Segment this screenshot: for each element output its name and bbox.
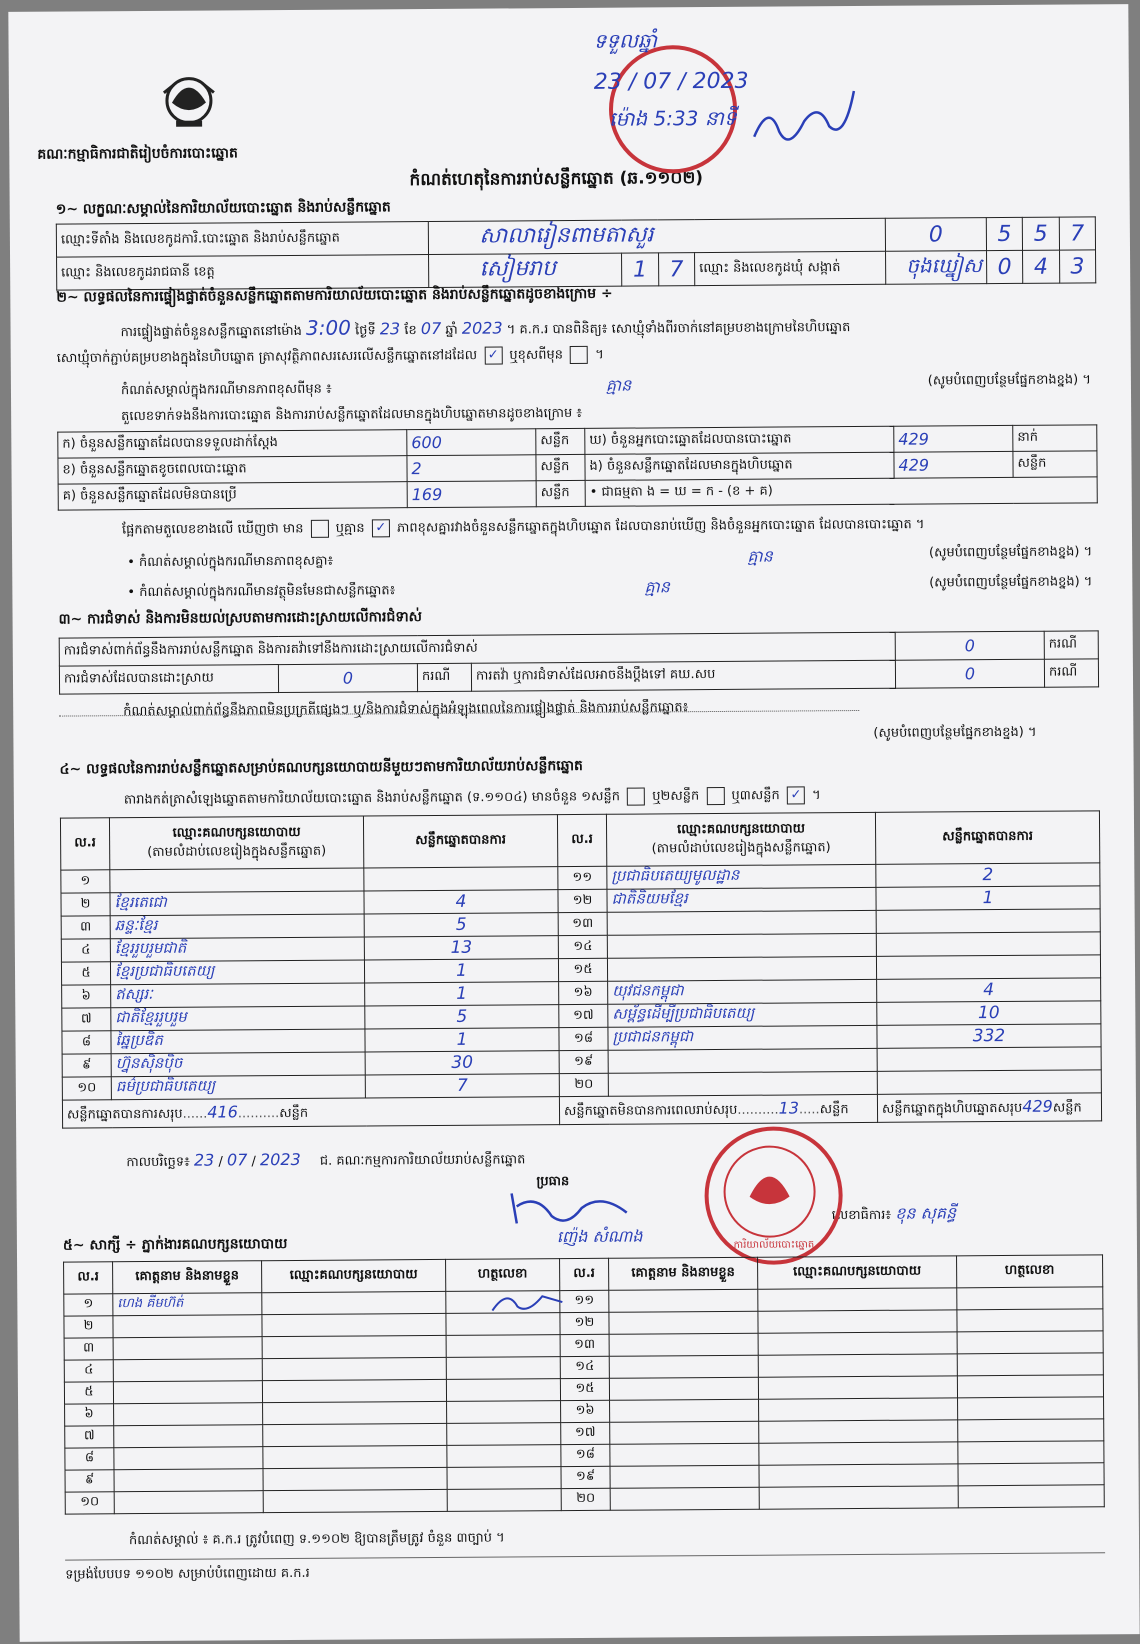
s2-compare-c: ភាពខុសគ្នារវាងចំនួនសន្លឹកឆ្នោតក្នុងហិបឆ្នោត ដែលបានរាប់ឃើញ និងចំនួនអ្នកបោះឆ្នោត ដែលបានបោះឆ្នោត ។ bbox=[396, 517, 925, 536]
date-month: 07 bbox=[226, 1150, 248, 1170]
s2-time: 3:00 bbox=[305, 315, 351, 340]
witness-no: ៩ bbox=[65, 1470, 114, 1492]
witness-sign bbox=[957, 1375, 1103, 1398]
witness-sign bbox=[446, 1335, 560, 1358]
witness-name bbox=[113, 1359, 262, 1382]
witness-sign bbox=[957, 1353, 1103, 1376]
witness-sign bbox=[447, 1401, 561, 1424]
result-party bbox=[607, 956, 876, 981]
count-kha-label: ខ) ចំនួនសន្លឹកឆ្នោតខូចពេលបោះឆ្នោត bbox=[58, 456, 407, 484]
result-no: ១៩ bbox=[559, 1050, 608, 1073]
s3-r2b-value: 0 bbox=[895, 659, 1044, 688]
s4-intro: តារាងកត់ត្រាសំឡេងឆ្នោតតាមការិយាល័យបោះឆ្នោត និងរាប់សន្លឹកឆ្នោត (ទ.១១០៤) មានចំនួន ១សន្លឹក ឬ២សន្លឹក ឬ៣សន្លឹក ✓ ។ bbox=[123, 787, 821, 808]
witness-party bbox=[759, 1486, 958, 1509]
s2-bullet2-label: • កំណត់សម្គាល់ក្នុងករណីមានវត្ថុមិនមែនជាសន្លឹកឆ្នោត៖ bbox=[127, 583, 396, 601]
witness-no: ៨ bbox=[65, 1448, 114, 1470]
witness-sign bbox=[447, 1489, 561, 1512]
count-kho-unit: នាក់ bbox=[1013, 425, 1097, 452]
witness-party bbox=[262, 1335, 446, 1358]
official-seal bbox=[704, 1126, 843, 1265]
witness-sign bbox=[447, 1445, 561, 1468]
result-party: ឆ្នៃប្រឌិត bbox=[111, 1029, 365, 1054]
code-digit: 5 bbox=[1022, 217, 1059, 250]
code-digit: 0 bbox=[885, 218, 986, 252]
witness-party bbox=[759, 1420, 958, 1443]
three-sheet-checkbox[interactable]: ✓ bbox=[787, 786, 805, 804]
chair-signature bbox=[507, 1188, 637, 1229]
count-ko-label: គ) ចំនួនសន្លឹកឆ្នោតដែលមិនបានប្រើ bbox=[58, 482, 407, 510]
result-votes: 1 bbox=[365, 1028, 559, 1052]
witness-no: ១ bbox=[64, 1294, 113, 1316]
witness-name bbox=[113, 1315, 262, 1338]
witness-party bbox=[758, 1332, 957, 1355]
count-ngo-value: 429 bbox=[894, 451, 1013, 478]
has-diff-checkbox[interactable] bbox=[311, 520, 329, 538]
result-party: ខ្មែរប្រជាធិបតេយ្យ bbox=[110, 960, 364, 985]
document-sheet bbox=[8, 4, 1139, 1642]
s2-line1-b: ថ្ងៃទី bbox=[355, 323, 376, 339]
result-votes: 1 bbox=[876, 886, 1100, 911]
count-unit: សន្លឹក bbox=[1013, 451, 1097, 478]
s2-line2: សោឃ្មុំចាក់ភ្ជាប់គម្របខាងក្នុងនៃហិបឆ្នោត ត្រាសុវត្ថិភាពសរសេរលើសន្លឹកឆ្នោតនៅដដែល ✓ ឬខុសពីមុន ។ bbox=[56, 347, 604, 367]
witness-party bbox=[262, 1313, 446, 1336]
witness-sign bbox=[446, 1357, 560, 1380]
count-kha-value: 2 bbox=[407, 455, 536, 482]
witness-no: ១៤ bbox=[560, 1356, 609, 1378]
seal-text: ការិយាល័យបោះឆ្នោត bbox=[733, 1239, 815, 1251]
s2-compare bbox=[122, 516, 925, 540]
unit: សន្លឹក bbox=[279, 1105, 309, 1121]
col-no: ល.រ bbox=[60, 818, 109, 870]
result-votes: 1 bbox=[365, 982, 559, 1006]
s2-bullet2-suffix: (សូមបំពេញបន្ថែមផ្នែកខាងខ្នង) ។ bbox=[929, 574, 1093, 591]
total-invalid: សន្លឹកឆ្នោតមិនបានការពេលរាប់សរុប..........13.....សន្លឹក bbox=[559, 1094, 877, 1124]
witness-no: ២ bbox=[64, 1316, 113, 1338]
result-votes bbox=[877, 1047, 1101, 1072]
s2-line1-d: ឆ្នាំ bbox=[445, 322, 458, 338]
witness-party bbox=[262, 1357, 446, 1380]
s2-line1-a: ការផ្ទៀងផ្ទាត់ចំនួនសន្លឹកឆ្នោតនៅម៉ោង bbox=[120, 323, 302, 341]
count-ngo-label: ង) ចំនួនសន្លឹកឆ្នោតដែលមានក្នុងហិបឆ្នោត bbox=[585, 452, 894, 480]
col-votes: សន្លឹកឆ្នោតបានការ bbox=[875, 811, 1099, 865]
s2-line2-text: សោឃ្មុំចាក់ភ្ជាប់គម្របខាងក្នុងនៃហិបឆ្នោត ត្រាសុវត្ថិភាពសរសេរលើសន្លឹកឆ្នោតនៅដដែល bbox=[56, 348, 478, 367]
total-invalid-value: 13 bbox=[778, 1097, 800, 1118]
result-votes bbox=[876, 932, 1100, 957]
witness-no: ៤ bbox=[64, 1360, 113, 1382]
s2-bullet2-value: គ្មាន bbox=[644, 577, 670, 597]
witness-no: ១៧ bbox=[561, 1422, 610, 1444]
s1-row2-mid-value: ចុងឃ្នៀស bbox=[886, 251, 987, 285]
total-valid-value: 416 bbox=[207, 1101, 238, 1122]
total-box bbox=[877, 1093, 1101, 1123]
s2-bullet1 bbox=[127, 544, 1092, 570]
s5-note: កំណត់សម្គាល់ ៖ គ.ក.រ ត្រូវបំពេញ ទ.១១០២ ឱ្យបានត្រឹមត្រូវ ចំនួន ៣ច្បាប់ ។ bbox=[128, 1530, 505, 1549]
result-no: ១១ bbox=[558, 866, 607, 889]
s1-row1-value: សាលារៀនពាមតាសួរ bbox=[429, 218, 886, 254]
total-valid-label: សន្លឹកឆ្នោតបានការសរុប bbox=[66, 1106, 183, 1123]
result-no: ១៨ bbox=[559, 1027, 608, 1050]
witness-sign bbox=[957, 1331, 1103, 1354]
no-diff-checkbox[interactable]: ✓ bbox=[372, 519, 390, 537]
witness-no: ១០ bbox=[65, 1492, 114, 1514]
result-no: ៨ bbox=[62, 1031, 111, 1054]
result-party: ឆន្ទៈខ្មែរ bbox=[110, 914, 364, 939]
s3-r1-value: 0 bbox=[895, 631, 1044, 660]
result-votes bbox=[364, 867, 558, 891]
result-no: ៩ bbox=[62, 1054, 111, 1077]
s2-bullet1-label: • កំណត់សម្គាល់ក្នុងករណីមានភាពខុសគ្នា៖ bbox=[127, 553, 334, 571]
witness-name bbox=[609, 1355, 758, 1378]
s2-line1-e: ។ គ.ក.រ បានពិនិត្យ៖ សោឃ្មុំទាំងពីរចាក់នៅគម្របខាងក្រោមនៃហិបឆ្នោត bbox=[506, 320, 851, 338]
witness-no: ១៣ bbox=[560, 1334, 609, 1356]
s1-table bbox=[56, 216, 1096, 290]
s3-note: កំណត់សម្គាល់ពាក់ព័ន្ធនឹងភាពមិនប្រក្រតីផ្សេងៗ ឬ/និងការជំទាស់ក្នុងអំឡុងពេលនៃការផ្ទៀងផ្ទាត់ និងការរាប់សន្លឹកឆ្នោត៖ bbox=[123, 700, 689, 720]
code-digit: 3 bbox=[1059, 250, 1096, 283]
witness-no: ១២ bbox=[560, 1312, 609, 1334]
witness-name bbox=[114, 1425, 263, 1448]
count-formula: • ជាធម្មតា ង = ឃ = ក - (ខ + គ) bbox=[585, 477, 1097, 507]
witness-name bbox=[114, 1403, 263, 1426]
witness-sign bbox=[957, 1287, 1103, 1310]
witness-name bbox=[113, 1381, 262, 1404]
witness-sign bbox=[446, 1313, 560, 1336]
code-digit: 7 bbox=[1059, 217, 1096, 250]
unit: សន្លឹក bbox=[819, 1101, 849, 1117]
result-votes: 4 bbox=[877, 978, 1101, 1003]
result-votes: 1 bbox=[364, 959, 558, 983]
count-ko-value: 169 bbox=[407, 481, 536, 508]
witness-no: ១៩ bbox=[561, 1466, 610, 1488]
col-party-title: ឈ្មោះគណបក្សនយោបាយ bbox=[172, 824, 301, 841]
secretary-label: លេខាធិការ៖ bbox=[831, 1207, 892, 1224]
witness-name bbox=[609, 1289, 758, 1312]
witness-party bbox=[758, 1288, 957, 1311]
result-no: ២ bbox=[61, 893, 110, 916]
s2-line1-c: ខែ bbox=[404, 323, 417, 339]
result-party bbox=[607, 910, 876, 935]
footer-text: ទម្រង់បែបបទ ១១០២ សម្រាប់បំពេញដោយ គ.ក.រ bbox=[65, 1565, 310, 1583]
col-party: ឈ្មោះគណបក្សនយោបាយ bbox=[262, 1259, 446, 1292]
s4-date: កាលបរិច្ឆេទ៖ 23 / 07 / 2023 ជ. គណៈកម្មការការិយាល័យរាប់សន្លឹកឆ្នោត bbox=[126, 1149, 526, 1171]
witness-party bbox=[759, 1464, 958, 1487]
witness-signature bbox=[487, 1288, 567, 1315]
s1-row2-mid-label: ឈ្មោះ និងលេខកូដឃុំ សង្កាត់ bbox=[695, 251, 886, 285]
result-votes: 7 bbox=[365, 1074, 559, 1098]
witness-party bbox=[263, 1423, 447, 1446]
result-no: ១៤ bbox=[558, 935, 607, 958]
witness-name bbox=[610, 1421, 759, 1444]
result-party: ប្រជាជនកម្ពុជា bbox=[608, 1025, 877, 1050]
result-party bbox=[608, 1071, 877, 1096]
col-party-sub: (តាមលំដាប់លេខរៀងក្នុងសន្លឹកឆ្នោត) bbox=[147, 843, 327, 860]
result-no: ១ bbox=[61, 870, 110, 893]
emblem-icon bbox=[154, 62, 224, 132]
s2-bullet1-suffix: (សូមបំពេញបន្ថែមផ្នែកខាងខ្នង) ។ bbox=[928, 544, 1093, 561]
witness-party bbox=[263, 1489, 447, 1512]
s2-note-value: គ្មាន bbox=[605, 375, 632, 395]
col-name: គោត្តនាម និងនាមខ្លួន bbox=[609, 1257, 758, 1290]
total-valid: សន្លឹកឆ្នោតបានការសរុប......416..........សន្លឹក bbox=[62, 1097, 559, 1128]
s4-intro-text: តារាងកត់ត្រាសំឡេងឆ្នោតតាមការិយាល័យបោះឆ្នោត និងរាប់សន្លឹកឆ្នោត (ទ.១១០៤) មានចំនួន ១សន្លឹក bbox=[123, 789, 621, 808]
witness-party bbox=[262, 1379, 446, 1402]
witness-name bbox=[113, 1337, 262, 1360]
count-ka-label: ក) ចំនួនសន្លឹកឆ្នោតដែលបានទទួលដាក់ស្តែង bbox=[58, 430, 407, 458]
result-no: ៦ bbox=[62, 985, 111, 1008]
result-votes: 4 bbox=[364, 890, 558, 914]
s2-heading: ២~ លទ្ធផលនៃការផ្ទៀងផ្ទាត់ចំនួនសន្លឹកឆ្នោតតាមការិយាល័យបោះឆ្នោត និងរាប់សន្លឹកឆ្នោតដូចខាងក្រោម ÷ bbox=[56, 285, 613, 306]
result-votes: 332 bbox=[877, 1024, 1101, 1049]
s3-r2-label: ការជំទាស់ដែលបានដោះស្រាយ bbox=[59, 665, 278, 695]
result-no: ១៣ bbox=[558, 912, 607, 935]
committee-label: ជ. គណៈកម្មការការិយាល័យរាប់សន្លឹកឆ្នោត bbox=[319, 1152, 526, 1169]
witness-sign bbox=[958, 1397, 1104, 1420]
col-no: ល.រ bbox=[64, 1262, 113, 1294]
result-party: ឥស្សរៈ bbox=[111, 983, 365, 1008]
s2-compare-b: ឬគ្មាន bbox=[335, 520, 365, 537]
witness-party bbox=[759, 1398, 958, 1421]
date-year: 2023 bbox=[259, 1149, 301, 1170]
result-no: ១៧ bbox=[559, 1004, 608, 1027]
s2-compare-a: ផ្អែកតាមតួលេខខាងលើ ឃើញថា មាន bbox=[121, 521, 304, 538]
s2-note-suffix: (សូមបំពេញបន្ថែមផ្នែកខាងខ្នង) ។ bbox=[927, 372, 1091, 389]
s2-counts-intro: តួលេខទាក់ទងនឹងការបោះឆ្នោត និងការរាប់សន្លឹកឆ្នោតដែលមានក្នុងហិបឆ្នោតមានដូចខាងក្រោម ៖ bbox=[121, 405, 583, 425]
s2-bullet2 bbox=[127, 574, 1092, 600]
result-party: យុវជនកម្ពុជា bbox=[608, 979, 877, 1004]
col-sign: ហត្ថលេខា bbox=[446, 1259, 560, 1292]
col-votes: សន្លឹកឆ្នោតបានការ bbox=[363, 815, 557, 868]
result-no: ៧ bbox=[62, 1008, 111, 1031]
date-day: 23 bbox=[193, 1150, 215, 1170]
witness-name bbox=[609, 1311, 758, 1334]
committee-name: គណៈកម្មាធិការជាតិរៀបចំការបោះឆ្នោត bbox=[37, 145, 238, 163]
s1-row2-label: ឈ្មោះ និងលេខកូដរាជធានី ខេត្ត bbox=[57, 254, 430, 290]
count-unit: សន្លឹក bbox=[536, 428, 585, 454]
code-digit: 7 bbox=[658, 253, 695, 286]
witness-party bbox=[263, 1445, 447, 1468]
s4-heading: ៤~ លទ្ធផលនៃការរាប់សន្លឹកឆ្នោតសម្រាប់គណបក្សនយោបាយនីមួយៗតាមការិយាល័យរាប់សន្លឹកឆ្នោត bbox=[59, 757, 583, 778]
code-digit: 0 bbox=[986, 250, 1023, 283]
witness-name bbox=[610, 1465, 759, 1488]
witness-party bbox=[758, 1376, 957, 1399]
witness-no: ៥ bbox=[64, 1382, 113, 1404]
witness-no: ២០ bbox=[561, 1488, 610, 1510]
witness-sign bbox=[958, 1419, 1104, 1442]
count-kho-label: ឃ) ចំនួនអ្នកបោះឆ្នោតដែលបានបោះឆ្នោត bbox=[585, 426, 894, 454]
result-no: ១២ bbox=[558, 889, 607, 912]
witness-no: ៦ bbox=[65, 1404, 114, 1426]
results-table bbox=[60, 810, 1102, 1128]
witness-party bbox=[758, 1310, 957, 1333]
secretary bbox=[832, 1203, 957, 1223]
result-no: ១៦ bbox=[559, 981, 608, 1004]
witness-name bbox=[610, 1487, 759, 1510]
s3-r1-label: ការជំទាស់ពាក់ព័ន្ធនឹងការរាប់សន្លឹកឆ្នោត និងការតវ៉ាទៅនឹងការដោះស្រាយលើការជំទាស់ bbox=[59, 632, 895, 666]
different-checkbox[interactable] bbox=[570, 346, 588, 364]
count-kho-value: 429 bbox=[894, 425, 1013, 452]
result-no: ៤ bbox=[61, 939, 110, 962]
s5-heading: ៥~ សាក្សី ÷ ភ្នាក់ងារគណបក្សនយោបាយ bbox=[62, 1236, 288, 1254]
result-votes bbox=[876, 909, 1100, 934]
s4-opt2: ឬ២សន្លឹក bbox=[652, 788, 700, 804]
s1-heading: ១~ លក្ខណៈសម្គាល់នៃការិយាល័យបោះឆ្នោត និងរាប់សន្លឹកឆ្នោត bbox=[55, 199, 391, 218]
s2-line2-or: ឬខុសពីមុន bbox=[509, 347, 564, 363]
witness-no: ១៦ bbox=[561, 1400, 610, 1422]
result-votes bbox=[876, 955, 1100, 980]
col-party-title: ឈ្មោះគណបក្សនយោបាយ bbox=[677, 820, 806, 837]
s3-r2b-label: ការតវ៉ា ឬការជំទាស់ដែលអាចនឹងប្តឹងទៅ គឃ.សប bbox=[471, 660, 895, 691]
s2-line1 bbox=[120, 312, 850, 341]
unit: សន្លឹក bbox=[1052, 1099, 1082, 1116]
count-unit: សន្លឹក bbox=[536, 454, 585, 480]
result-no: ១៥ bbox=[558, 958, 607, 981]
s2-note bbox=[121, 372, 1091, 398]
witness-no: ១១ bbox=[560, 1290, 609, 1312]
s2-bullet1-value: គ្មាន bbox=[747, 546, 773, 566]
secretary-name: ខុន សុគន្ធី bbox=[895, 1203, 957, 1223]
witness-no: ៣ bbox=[64, 1338, 113, 1360]
s2-year: 2023 bbox=[461, 318, 503, 338]
stamp-signature bbox=[749, 81, 859, 152]
result-no: ៥ bbox=[61, 962, 110, 985]
witness-sign bbox=[447, 1423, 561, 1446]
page-title: កំណត់ហេតុនៃការរាប់សន្លឹកឆ្នោត (ឆ.១១០២) bbox=[409, 168, 704, 191]
col-party bbox=[606, 812, 875, 866]
result-party bbox=[110, 868, 364, 893]
result-no: ២០ bbox=[559, 1073, 608, 1096]
witness-name bbox=[114, 1447, 263, 1470]
col-sign: ហត្ថលេខា bbox=[957, 1255, 1103, 1288]
footer-divider bbox=[65, 1552, 1105, 1560]
result-votes: 2 bbox=[876, 863, 1100, 888]
result-votes bbox=[877, 1070, 1101, 1095]
col-party: ឈ្មោះគណបក្សនយោបាយ bbox=[758, 1256, 957, 1289]
total-box-value: 429 bbox=[1022, 1096, 1053, 1116]
s3-case: ករណី bbox=[417, 663, 471, 691]
stamp-line1: ទទួលឆ្នាំ bbox=[593, 28, 658, 53]
witness-name bbox=[609, 1377, 758, 1400]
s3-case: ករណី bbox=[1044, 659, 1098, 687]
total-box-label: សន្លឹកឆ្នោតក្នុងហិបឆ្នោតសរុប bbox=[881, 1100, 1023, 1117]
result-party bbox=[607, 933, 876, 958]
witness-name bbox=[114, 1491, 263, 1514]
s2-day: 23 bbox=[379, 319, 401, 339]
result-no: ១០ bbox=[62, 1077, 111, 1100]
result-party: ហ្វ៊ុនស៊ិនប៉ិច bbox=[111, 1052, 365, 1077]
col-party bbox=[109, 816, 363, 870]
witness-party bbox=[263, 1401, 447, 1424]
result-party: ជាតិខ្មែររួបរួម bbox=[111, 1006, 365, 1031]
code-digit: 5 bbox=[986, 217, 1023, 250]
result-no: ៣ bbox=[61, 916, 110, 939]
col-party-sub: (តាមលំដាប់លេខរៀងក្នុងសន្លឹកឆ្នោត) bbox=[651, 839, 831, 856]
result-party: ខ្មែររួបរួមជាតិ bbox=[110, 937, 364, 962]
s2-counts-table bbox=[57, 424, 1098, 510]
result-party: ធម៌ប្រជាធិបតេយ្យ bbox=[111, 1075, 365, 1100]
witness-no: ១៥ bbox=[560, 1378, 609, 1400]
witness-party bbox=[263, 1467, 447, 1490]
witness-name bbox=[610, 1399, 759, 1422]
s2-month: 07 bbox=[420, 318, 442, 339]
witness-sign bbox=[958, 1441, 1104, 1464]
result-party: ខ្មែរតេជោ bbox=[110, 891, 364, 916]
result-party: ជាតិនិយមខ្មែរ bbox=[607, 887, 876, 912]
one-sheet-checkbox[interactable] bbox=[627, 788, 645, 806]
stamp-time: ម៉ោង 5:33 នាទី bbox=[609, 105, 737, 131]
witness-sign bbox=[957, 1309, 1103, 1332]
witness-party bbox=[262, 1291, 446, 1314]
s3-table bbox=[59, 630, 1099, 694]
result-votes: 30 bbox=[365, 1051, 559, 1075]
col-no: ល.រ bbox=[557, 814, 606, 866]
witness-sign bbox=[446, 1379, 560, 1402]
s2-note-label: កំណត់សម្គាល់ក្នុងករណីមានភាពខុសពីមុន ៖ bbox=[120, 381, 332, 399]
s4-opt3: ឬ៣សន្លឹក bbox=[731, 788, 780, 804]
witness-sign bbox=[958, 1463, 1104, 1486]
result-votes: 5 bbox=[364, 913, 558, 937]
col-no: ល.រ bbox=[560, 1258, 609, 1290]
s1-row2-value: សៀមរាប bbox=[429, 253, 622, 287]
result-votes: 10 bbox=[877, 1001, 1101, 1026]
chair-name: ញ៉េង សំណាង bbox=[556, 1226, 643, 1247]
same-checkbox[interactable]: ✓ bbox=[484, 346, 502, 364]
result-party: ប្រជាធិបតេយ្យមូលដ្ឋាន bbox=[607, 864, 876, 889]
total-invalid-label: សន្លឹកឆ្នោតមិនបានការពេលរាប់សរុប bbox=[563, 1102, 738, 1119]
result-party bbox=[608, 1048, 877, 1073]
result-party: សម្ព័ន្ធដើម្បីប្រជាធិបតេយ្យ bbox=[608, 1002, 877, 1027]
result-votes: 5 bbox=[365, 1005, 559, 1029]
witness-no: ១៨ bbox=[561, 1444, 610, 1466]
witness-sign bbox=[958, 1485, 1104, 1508]
s3-note-suffix: (សូមបំពេញបន្ថែមផ្នែកខាងខ្នង) ។ bbox=[873, 724, 1037, 741]
witness-party bbox=[758, 1354, 957, 1377]
date-label: កាលបរិច្ឆេទ៖ bbox=[126, 1154, 190, 1171]
witness-name bbox=[114, 1469, 263, 1492]
witness-sign bbox=[447, 1467, 561, 1490]
s3-case: ករណី bbox=[1044, 631, 1098, 659]
s3-r2-value: 0 bbox=[278, 664, 417, 693]
witness-name bbox=[610, 1443, 759, 1466]
witness-party bbox=[759, 1442, 958, 1465]
col-name: គោត្តនាម និងនាមខ្លួន bbox=[113, 1261, 262, 1294]
witness-name bbox=[609, 1333, 758, 1356]
code-digit: 1 bbox=[622, 253, 659, 286]
witness-name: ហេង គីមហ៊ត់ bbox=[113, 1293, 262, 1316]
two-sheet-checkbox[interactable] bbox=[706, 787, 724, 805]
s1-row1-label: ឈ្មោះទីតាំង និងលេខកូដការិ.បោះឆ្នោត និងរាប់សន្លឹកឆ្នោត bbox=[56, 221, 429, 257]
chair-title: ប្រធាន bbox=[536, 1174, 570, 1190]
count-unit: សន្លឹក bbox=[536, 480, 585, 506]
witness-no: ៧ bbox=[65, 1426, 114, 1448]
code-digit: 4 bbox=[1023, 250, 1060, 283]
count-ka-value: 600 bbox=[407, 429, 536, 456]
witness-table bbox=[63, 1254, 1105, 1514]
stamp-date: 23 / 07 / 2023 bbox=[593, 68, 749, 95]
result-votes: 13 bbox=[364, 936, 558, 960]
s3-heading: ៣~ ការជំទាស់ និងការមិនយល់ស្របតាមការដោះស្រាយលើការជំទាស់ bbox=[58, 609, 423, 628]
